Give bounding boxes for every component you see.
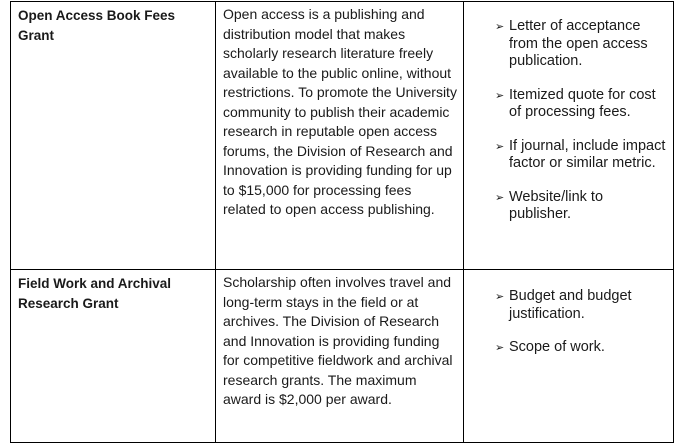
requirements-list — [464, 2, 673, 224]
grant-description-cell — [216, 270, 464, 443]
arrow-bullet-icon: ➢ — [495, 139, 505, 153]
list-item — [495, 189, 669, 224]
arrow-bullet-icon: ➢ — [495, 290, 505, 303]
arrow-bullet-icon: ➢ — [495, 190, 505, 204]
list-item — [495, 138, 669, 173]
requirement-text: If journal, include impact factor or similar metric. — [509, 137, 666, 171]
grant-requirements-cell — [464, 270, 674, 443]
table-row — [11, 270, 674, 443]
requirements-list — [464, 270, 673, 357]
table-row — [11, 2, 674, 270]
grant-requirements-cell — [464, 2, 674, 270]
grant-description: Scholarship often involves travel and long-term stays in the field or at archives. The Division of Research and Innovation is providing funding for competitive fieldwork and archival research grants. The maximum award is $2,000 per award. — [223, 274, 453, 407]
requirement-text: Budget and budget justification. — [509, 288, 632, 322]
list-item — [495, 288, 669, 323]
arrow-bullet-icon: ➢ — [495, 341, 505, 354]
list-item — [495, 18, 669, 71]
list-item — [495, 339, 669, 357]
list-item — [495, 87, 669, 122]
grants-table — [10, 1, 674, 443]
requirement-text: Website/link to publisher. — [509, 188, 604, 222]
grant-description-cell — [216, 2, 464, 270]
grant-name-cell — [11, 2, 216, 270]
grant-description: Open access is a publishing and distribution model that makes scholarly research literature freely available to the public online, without restrictions. To promote the University community to publish their academic research in reputable open access forums, the Division of Research and Innovation is providing funding for up to $15,000 for processing fees related to open access publishing. — [223, 6, 457, 217]
requirement-text: Scope of work. — [509, 339, 605, 355]
requirement-text: Itemized quote for cost of processing fees. — [509, 86, 656, 120]
grant-name: Open Access Book Fees Grant — [18, 8, 176, 43]
arrow-bullet-icon: ➢ — [495, 20, 505, 33]
requirement-text: Letter of acceptance from the open access publication. — [509, 18, 648, 69]
grant-name-cell — [11, 270, 216, 443]
arrow-bullet-icon: ➢ — [495, 88, 505, 102]
grant-name: Field Work and Archival Research Grant — [18, 276, 172, 311]
